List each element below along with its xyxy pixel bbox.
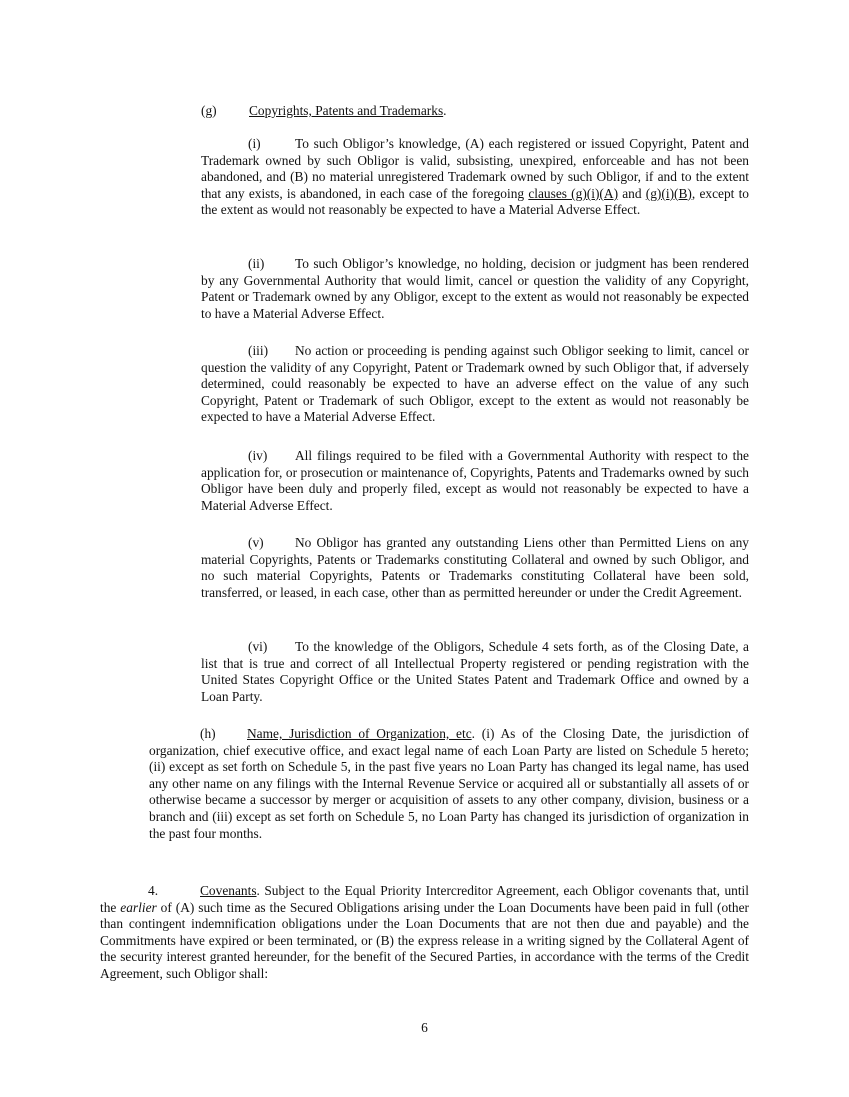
page-number: 6: [421, 1020, 428, 1035]
section-h-title: Name, Jurisdiction of Organization, etc: [247, 726, 472, 741]
clause-text: All filings required to be filed with a Governmental Authority with respect to the application for, or prosecution or maintenance of, Copyrights, Patents and Trademarks owned by such Obligor have been duly and properly filed, except as would not reasonably be expected to have a Material Adverse Effect.: [201, 448, 749, 513]
clause-number: (v): [248, 535, 264, 550]
section-4-text: of (A) such time as the Secured Obligations arising under the Loan Documents have been paid in full (other than contingent indemnification obligations under the Loan Documents that are not then due and payable) and the Commitments have expired or been terminated, or (B) the express release in a writing signed by the Collateral Agent of the security interest granted hereunder, for the benefit of the Secured Parties, in accordance with the terms of the Credit Agreement, such Obligor shall:: [100, 899, 749, 981]
clause-text: , except to the extent as would not reasonably be expected to have a Material Adverse Effect.: [201, 185, 749, 218]
clause-number: (vi): [248, 639, 268, 654]
clause-g-iv: [201, 448, 749, 514]
clause-number: (iv): [248, 448, 268, 463]
section-h-text: . (i) As of the Closing Date, the jurisdiction of organization, chief executive office, and exact legal name of each Loan Party are listed on Schedule 5 hereto; (ii) except as set forth on Schedule 5, in the past five years no Loan Party has changed its legal name, has used any other name on any filings with the Internal Revenue Service or acquired all or substantially all assets of or otherwise became a successor by merger or acquisition of assets to any other company, division, business or a branch and (iii) except as set forth on Schedule 5, no Loan Party has changed its jurisdiction of organization in the past four months.: [149, 726, 750, 841]
clause-number: (i): [248, 136, 261, 151]
section-4-label: 4.: [148, 883, 159, 898]
clause-g-ii: [201, 256, 749, 322]
clause-text: To the knowledge of the Obligors, Schedule 4 sets forth, as of the Closing Date, a list that is true and correct of all Intellectual Property registered or pending registration with the United States Copyright Office or the United States Patent and Trademark Office and owned by a Loan Party.: [201, 639, 749, 704]
clause-reference-link[interactable]: clauses (g)(i)(A): [528, 185, 619, 201]
section-4-emphasis: earlier: [120, 899, 157, 915]
section-4-title: Covenants: [200, 883, 257, 898]
clause-text: To such Obligor’s knowledge, no holding, decision or judgment has been rendered by any Governmental Authority that would limit, cancel or question the validity of any Copyright, Patent or Trademark owned by any Obligor, except to the extent as would not reasonably be expected to have a Material Adverse Effect.: [201, 256, 749, 321]
section-4: [100, 883, 749, 983]
clause-g-vi: [201, 639, 749, 705]
section-g-heading: [201, 103, 749, 120]
section-g-title-suffix: .: [443, 103, 447, 118]
section-g-label: (g): [201, 103, 217, 118]
clause-number: (ii): [248, 256, 265, 271]
section-h-label: (h): [200, 726, 216, 741]
clause-g-iii: [201, 343, 749, 426]
clause-text: To such Obligor’s knowledge, (A) each registered or issued Copyright, Patent and Trademark owned by such Obligor is valid, subsisting, unexpired, enforceable and has not been abandoned, and (B) no material unregistered Trademark owned by such Obligor, if and to the extent that any exists, is abandoned, in each case of the foregoing: [201, 136, 749, 201]
clause-g-i: [201, 136, 749, 219]
section-h: [149, 726, 749, 842]
clause-reference-link[interactable]: (g)(i)(B): [645, 185, 692, 201]
clause-g-v: [201, 535, 749, 601]
clause-text: No Obligor has granted any outstanding Liens other than Permitted Liens on any material Copyrights, Patents or Trademarks constituting Collateral and owned by such Obligor, and no such material Copyrights, Patents or Trademarks constituting Collateral have been sold, transferred, or leased, in each case, other than as permitted hereunder or under the Credit Agreement.: [201, 535, 749, 600]
clause-number: (iii): [248, 343, 269, 358]
clause-text: and: [618, 185, 646, 201]
section-g-title: Copyrights, Patents and Trademarks: [249, 103, 444, 118]
section-4-text: . Subject to the Equal Priority Intercreditor Agreement, each Obligor covenants that, until the: [100, 883, 749, 915]
clause-text: No action or proceeding is pending against such Obligor seeking to limit, cancel or question the validity of any Copyright, Patent or Trademark owned by such Obligor that, if adversely determined, could reasonably be expected to have an adverse effect on the value of any such Copyright, Patent or Trademark of such Obligor, except to the extent as would not reasonably be expected to have a Material Adverse Effect.: [201, 343, 749, 425]
